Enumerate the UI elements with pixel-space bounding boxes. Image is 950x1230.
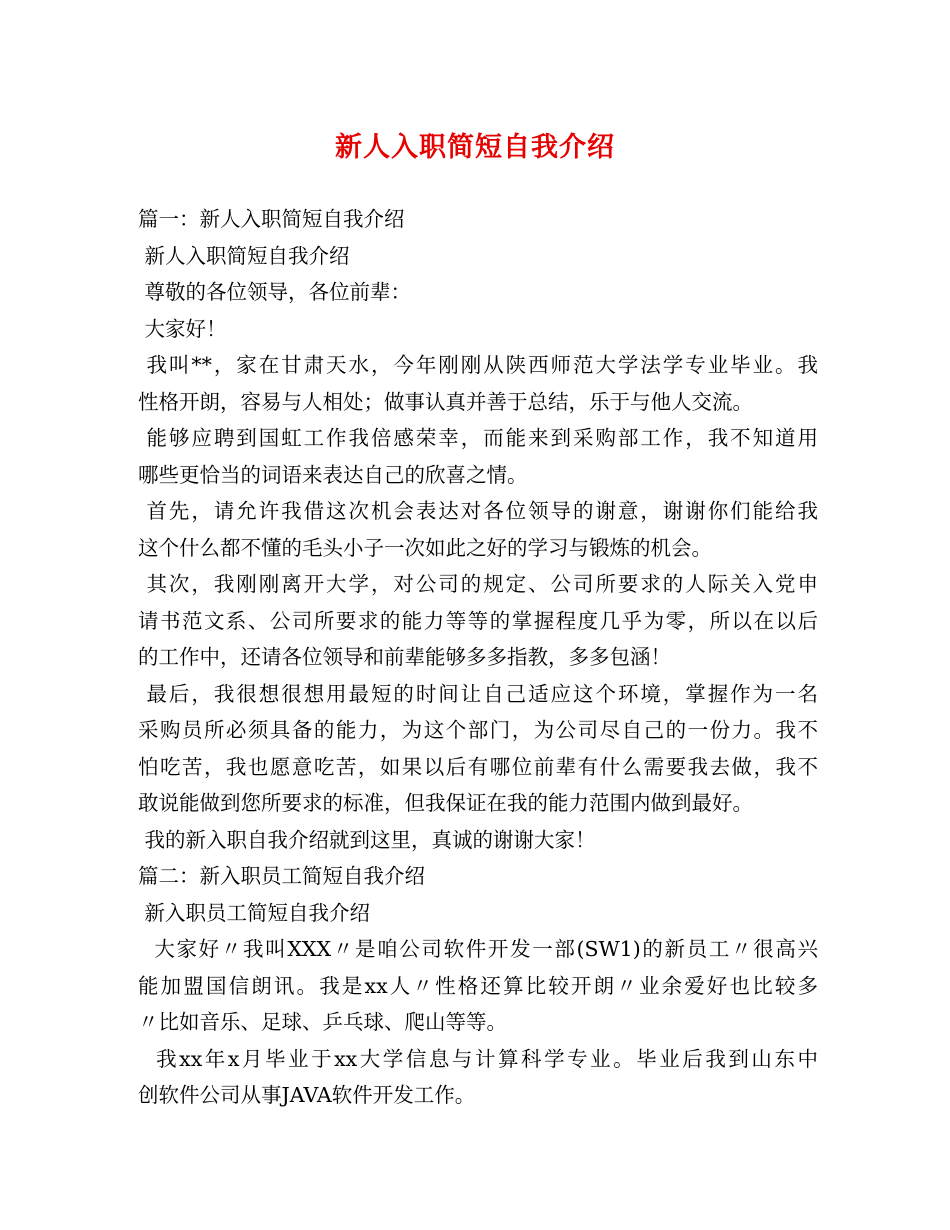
paragraph-line: 新入职员工简短自我介绍 (138, 900, 371, 925)
paragraph-line: 怕吃苦，我也愿意吃苦，如果以后有哪位前辈有什么需要我去做，我不 (138, 754, 818, 779)
paragraph-line: 尊敬的各位领导，各位前辈： (138, 280, 412, 304)
paragraph-line: 大家好！ (138, 316, 227, 341)
paragraph-line: 我的新入职自我介绍就到这里，真诚的谢谢大家！ (138, 827, 596, 852)
paragraph-line: 哪些更恰当的词语来表达自己的欣喜之情。 (138, 462, 528, 487)
paragraph-line: 其次，我刚刚离开大学，对公司的规定、公司所要求的人际关入党申 (138, 572, 818, 596)
paragraph-line: 能够应聘到国虹工作我倍感荣幸，而能来到采购部工作，我不知道用 (138, 426, 818, 450)
document-title: 新人入职简短自我介绍 (335, 132, 615, 163)
section-heading: 篇二：新入职员工简短自我介绍 (138, 864, 425, 888)
paragraph-line: 最后，我很想很想用最短的时间让自己适应这个环境，掌握作为一名 (138, 681, 818, 706)
paragraph-line: 请书范文系、公司所要求的能力等等的掌握程度几乎为零，所以在以后 (138, 608, 818, 633)
paragraph-line: 的工作中，还请各位领导和前辈能够多多指教，多多包涵！ (138, 645, 671, 669)
paragraph-line: 新人入职简短自我介绍 (138, 243, 350, 268)
paragraph-line: 能加盟国信朗讯。我是xx人〃性格还算比较开朗〃业余爱好也比较多 (138, 973, 818, 998)
paragraph-line: 我叫**，家在甘肃天水，今年刚刚从陕西师范大学法学专业毕业。我 (138, 353, 818, 377)
paragraph-line: 敢说能做到您所要求的标准，但我保证在我的能力范围内做到最好。 (138, 791, 753, 815)
paragraph-line: 首先，请允许我借这次机会表达对各位领导的谢意，谢谢你们能给我 (138, 499, 818, 523)
paragraph-line: 大家好〃我叫XXX〃是咱公司软件开发一部(SW1)的新员工〃很高兴 (138, 937, 818, 961)
document-body (138, 201, 818, 1114)
paragraph-line: 采购员所必须具备的能力，为这个部门，为公司尽自己的一份力。我不 (138, 718, 818, 742)
paragraph-line: 创软件公司从事JAVA软件开发工作。 (138, 1083, 476, 1107)
paragraph-line: 我xx年x月毕业于xx大学信息与计算科学专业。毕业后我到山东中 (138, 1046, 818, 1071)
paragraph-line: 性格开朗，容易与人相处；做事认真并善于总结，乐于与他人交流。 (138, 389, 753, 414)
paragraph-line: 〃比如音乐、足球、乒乓球、爬山等等。 (138, 1010, 507, 1034)
section-heading: 篇一：新人入职简短自我介绍 (138, 207, 405, 231)
paragraph-line: 这个什么都不懂的毛头小子一次如此之好的学习与锻炼的机会。 (138, 535, 712, 560)
